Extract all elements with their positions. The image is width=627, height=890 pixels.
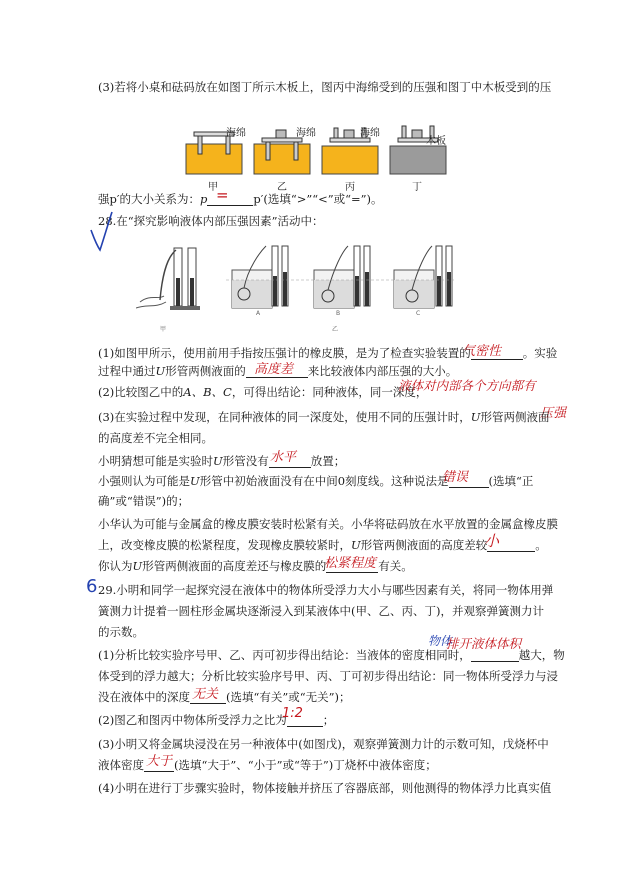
answer-conclusion-b: 压强 (540, 406, 567, 421)
q29-p3-line1: (3)小明又将金属块浸没在另一种液体中(如图戊)，观察弹簧测力计的示数可知，戊烧杯中 (98, 737, 549, 751)
answer-vertical: 水平 (270, 450, 297, 465)
fig-gauge-jia (136, 248, 200, 310)
q28-p7: 你认为U形管两侧液面的高度差还与橡皮膜的 有关。 (98, 559, 413, 573)
q28-p3-line1: (3)在实验过程中发现，在同种液体的同一深度处，使用不同的压强计时，U形管两侧液面 (98, 410, 550, 424)
answer-wrong: 错误 (442, 470, 469, 485)
fig-label-sponge-3: 海绵 (360, 128, 380, 139)
fig-gauge-c (394, 246, 452, 308)
fig-label-sponge-2: 海绵 (296, 128, 316, 139)
q29-p1-line2: 体受到的浮力越大；分析比较实验序号甲、丙、丁可初步得出结论：同一物体所受浮力与浸 (98, 669, 558, 683)
answer-height-diff: 高度差 (254, 362, 294, 377)
answer-small: 小 (484, 532, 500, 550)
q28-p3-line2: 的高度差不完全相同。 (98, 431, 213, 445)
answer-unrelated: 无关 (192, 687, 219, 702)
fig-label-board: 木板 (426, 136, 446, 147)
fig-gauge-caption-a: A (256, 310, 261, 317)
fig-gauge-caption-jia: 甲 (160, 326, 167, 333)
pressure-gauge-figure (136, 238, 476, 330)
q28-p1-line2: 过程中通过U形管两侧液面的 来比较液体内部压强的大小。 (98, 364, 458, 378)
fig-caption-jia: 甲 (208, 182, 218, 193)
answer-equal: = (216, 186, 229, 204)
q28-part3-line1: (3)若将小桌和砝码放在如图丁所示木板上，图丙中海绵受到的压强和图丁中木板受到的压 (98, 80, 552, 94)
answer-displaced-volume: 排开液体体积 (446, 636, 522, 651)
fig-gauge-a (232, 246, 288, 308)
q28-p5-line2: 确”或“错误”)的； (98, 494, 190, 508)
q28-p1-line1: (1)如图甲所示，使用前用手指按压强计的橡皮膜，是为了检查实验装置的 。实验 (98, 346, 558, 360)
fig-gauge-caption-c: C (416, 310, 421, 317)
q29-line1: 29.小明和同学一起探究浸在液体中的物体所受浮力大小与哪些因素有关，将同一物体用弹 (98, 583, 554, 597)
q29-p1-line3: 没在液体中的深度 (选填“有关”或“无关”)； (98, 690, 351, 704)
fig-caption-bing: 丙 (345, 182, 355, 193)
fig-gauge-caption-b: B (336, 310, 341, 317)
fig-label-sponge-1: 海绵 (226, 128, 246, 139)
q29-p3-line2: 液体密度 (选填“大于”、“小于”或“等于”)丁烧杯中液体密度； (98, 758, 437, 772)
answer-greater: 大于 (146, 754, 173, 769)
q28-title: 28.在“探究影响液体内部压强因素”活动中： (98, 214, 324, 228)
answer-object-note: 物体 (428, 634, 453, 648)
score-mark: 6 (86, 576, 98, 597)
fig-caption-yi: 乙 (277, 182, 287, 193)
q28-p4: 小明猜想可能是实验时U形管没有 放置； (98, 454, 346, 468)
answer-tightness: 松紧程度 (324, 556, 377, 571)
q29-p1-line1: (1)分析比较实验序号甲、乙、丙可初步得出结论：当液体的密度相同时， 越大，物 (98, 648, 565, 662)
fig-gauge-caption-yi: 乙 (332, 326, 339, 333)
q28-p5-line1: 小强则认为可能是U形管中初始液面没有在中间0刻度线。这种说法是 (选填“正 (98, 474, 534, 488)
q28-p6-line1: 小华认为可能与金属盒的橡皮膜安装时松紧有关。小华将砝码放在水平放置的金属盒橡皮膜 (98, 517, 558, 531)
q28-part3-line2: 强p′的大小关系为：p p′(选填“>”“<”或“=”)。 (98, 192, 383, 206)
check-mark-icon (88, 210, 114, 254)
q28-p6-line2: 上，改变橡皮膜的松紧程度，发现橡皮膜较紧时，U形管两侧液面的高度差较 。 (98, 538, 547, 552)
answer-airtightness: 气密性 (462, 344, 502, 359)
fig-gauge-b (314, 246, 370, 308)
q29-p4-line1: (4)小明在进行丁步骤实验时，物体接触并挤压了容器底部，则他测得的物体浮力比真实值 (98, 781, 552, 795)
q29-p2: (2)图乙和图丙中物体所受浮力之比为 ； (98, 713, 335, 727)
q28-p2: (2)比较图乙中的A、B、C，可得出结论：同种液体，同一深度， (98, 385, 428, 399)
q29-line3: 的示数。 (98, 625, 144, 639)
fig-caption-ding: 丁 (412, 182, 422, 193)
q29-line2: 簧测力计提着一圆柱形金属块逐渐浸入到某液体中(甲、乙、丙、丁)，并观察弹簧测力计 (98, 604, 544, 618)
answer-ratio: 1:2 (282, 706, 303, 721)
answer-conclusion-a: 液体对内部各个方向都有 (398, 378, 536, 393)
